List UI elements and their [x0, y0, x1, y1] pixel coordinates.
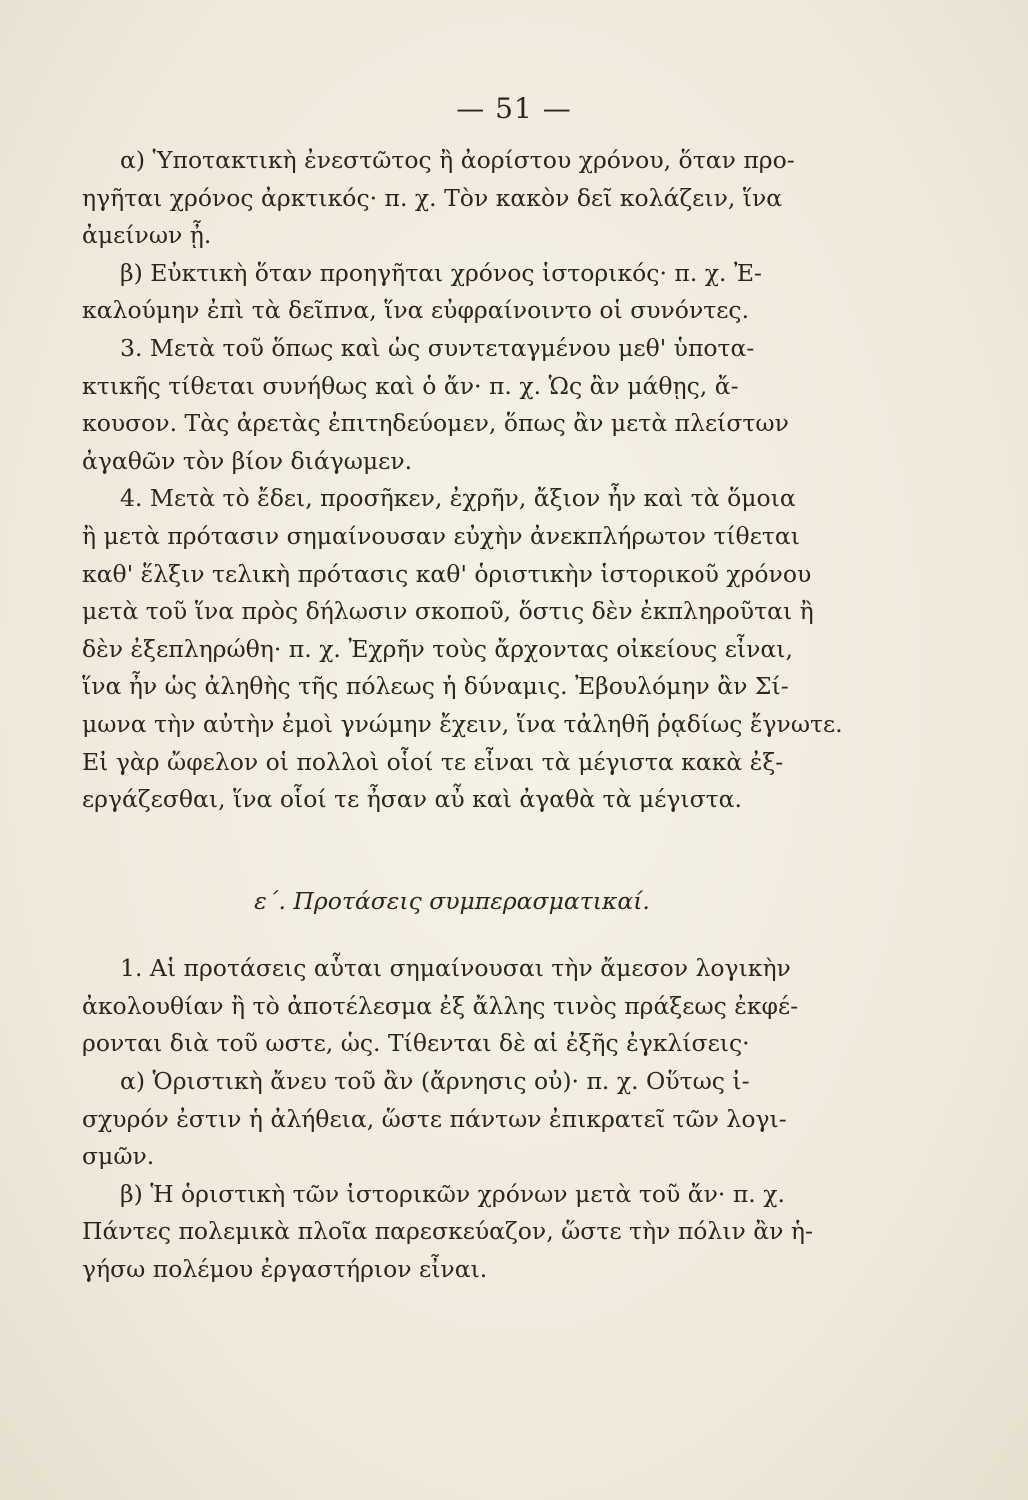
text-line: α) Ὑποτακτικὴ ἐνεστῶτος ἢ ἀορίστου χρόνου, ὅταν προ- — [120, 146, 795, 174]
text-line: δὲν ἐξεπληρώθη· π. χ. Ἐχρῆν τοὺς ἄρχοντας οἰκείους εἶναι, — [82, 634, 793, 663]
text-line: κτικῆς τίθεται συνήθως καὶ ὁ ἄν· π. χ. Ὡς ἂν μάθῃς, ἄ- — [82, 371, 739, 400]
text-line: 3. Μετὰ τοῦ ὅπως καὶ ὡς συντεταγμένου μεθ' ὑποτα- — [120, 333, 755, 362]
text-line: ἵνα ἦν ὡς ἀληθὴς τῆς πόλεως ἡ δύναμις. Ἐβουλόμην ἂν Σί- — [82, 672, 789, 701]
text-line: Εἰ γὰρ ὤφελον οἱ πολλοὶ οἷοί τε εἶναι τὰ μέγιστα κακὰ ἐξ- — [82, 747, 784, 776]
page-text — [82, 142, 843, 1289]
text-line: α) Ὁριστικὴ ἄνευ τοῦ ἂν (ἄρνησις οὐ)· π. χ. Οὕτως ἰ- — [120, 1067, 750, 1096]
text-line: σμῶν. — [82, 1142, 155, 1171]
text-line: γήσω πολέμου ἐργαστήριον εἶναι. — [82, 1255, 488, 1284]
text-line: ἢ μετὰ πρότασιν σημαίνουσαν εὐχὴν ἀνεκπλήρωτον τίθεται — [82, 521, 800, 550]
text-line: μωνα τὴν αὐτὴν ἐμοὶ γνώμην ἔχειν, ἵνα τἀληθῆ ῥᾳδίως ἔγνωτε. — [82, 709, 843, 738]
page-number: — 51 — — [456, 92, 572, 125]
text-line: καθ' ἕλξιν τελικὴ πρότασις καθ' ὁριστικὴν ἱστορικοῦ χρόνου — [82, 559, 812, 588]
text-line: Πάντες πολεμικὰ πλοῖα παρεσκεύαζον, ὥστε τὴν πόλιν ἂν ἡ- — [82, 1217, 813, 1246]
text-line: ηγῆται χρόνος ἀρκτικός· π. χ. Τὸν κακὸν δεῖ κολάζειν, ἵνα — [82, 183, 783, 212]
text-line: μετὰ τοῦ ἵνα πρὸς δήλωσιν σκοποῦ, ὅστις δὲν ἐκπληροῦται ἢ — [82, 597, 814, 626]
text-line: εργάζεσθαι, ἵνα οἷοί τε ἦσαν αὖ καὶ ἀγαθὰ τὰ μέγιστα. — [82, 785, 743, 814]
text-line: 4. Μετὰ τὸ ἔδει, προσῆκεν, ἐχρῆν, ἄξιον ἦν καὶ τὰ ὅμοια — [120, 484, 796, 513]
text-line: 1. Αἱ προτάσεις αὗται σημαίνουσαι τὴν ἄμεσον λογικὴν — [120, 954, 791, 983]
text-line: ρονται διὰ τοῦ ωστε, ὡς. Τίθενται δὲ αἱ ἐξῆς ἐγκλίσεις· — [82, 1029, 750, 1058]
text-line: β) Εὐκτικὴ ὅταν προηγῆται χρόνος ἱστορικός· π. χ. Ἐ- — [120, 258, 762, 287]
text-line: σχυρόν ἐστιν ἡ ἀλήθεια, ὥστε πάντων ἐπικρατεῖ τῶν λογι- — [82, 1104, 787, 1133]
text-line: β) Ἡ ὁριστικὴ τῶν ἱστορικῶν χρόνων μετὰ τοῦ ἄν· π. χ. — [120, 1179, 785, 1208]
text-line: ἀκολουθίαν ἢ τὸ ἀποτέλεσμα ἐξ ἄλλης τινὸς πράξεως ἐκφέ- — [82, 991, 799, 1020]
text-line: ἀγαθῶν τὸν βίον διάγωμεν. — [82, 446, 413, 475]
text-line: κουσον. Τὰς ἀρετὰς ἐπιτηδεύομεν, ὅπως ἂν μετὰ πλείστων — [82, 409, 789, 438]
section-heading: ε΄. Προτάσεις συμπερασματικαί. — [254, 886, 650, 915]
text-line: καλούμην ἐπὶ τὰ δεῖπνα, ἵνα εὐφραίνοιντο οἱ συνόντες. — [82, 296, 750, 325]
text-line: ἀμείνων ᾖ. — [82, 221, 212, 250]
